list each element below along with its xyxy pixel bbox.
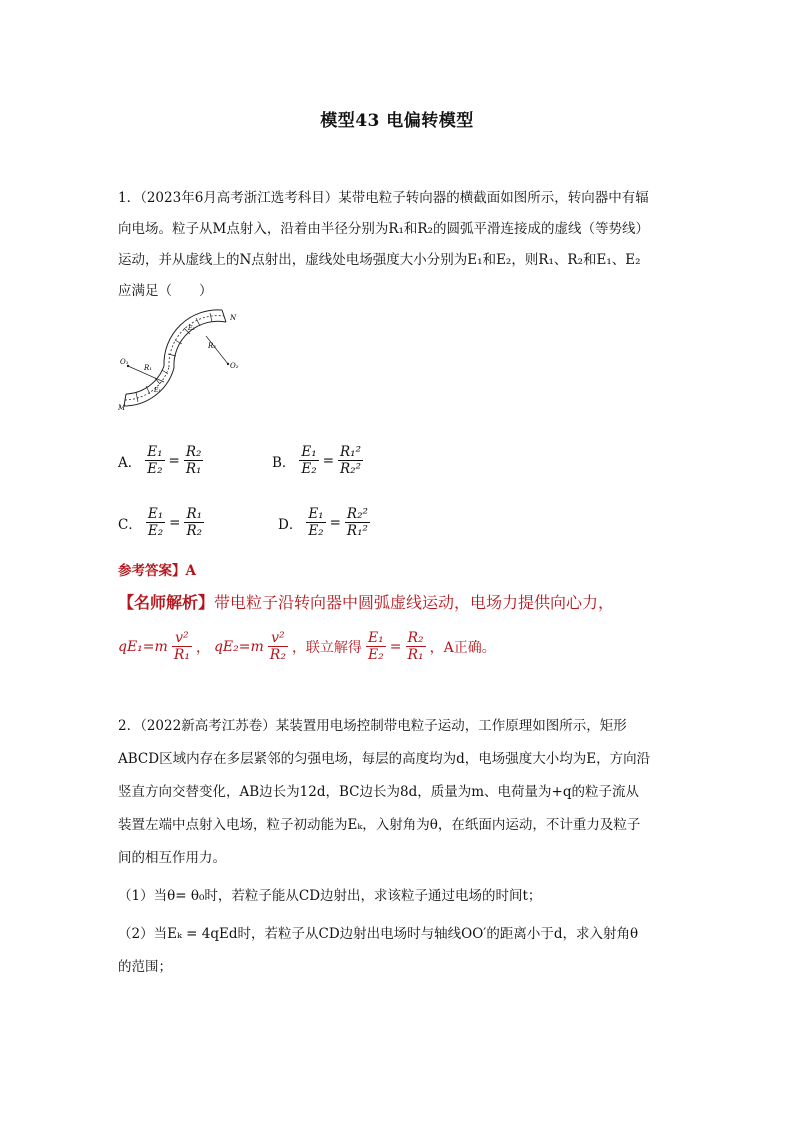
label-e1: E₁ (154, 387, 161, 394)
option-a[interactable]: A． $\frac{\text{E₁}}{\text{E₂}}$ = $\frac{\text{R₂}}{\text{R₁}}$ (118, 444, 202, 477)
analysis-line: 【名师解析】带电粒子沿转向器中圆弧虚线运动，电场力提供向心力， (118, 593, 615, 612)
option-d[interactable]: D． $\frac{\text{E₁}}{\text{E₂}}$ = $\frac{\text{R₂²}}{\text{R₁²}}$ (278, 506, 368, 539)
label-o1: O₁ (120, 358, 129, 366)
page-title: 模型43 电偏转模型 (320, 111, 474, 131)
q2-line-5: 间的相互作用力。 (118, 850, 226, 866)
label-n: N (230, 314, 237, 322)
label-r1: R₁ (144, 364, 153, 372)
q1-line-1: 1．（2023年6月高考浙江选考科目）某带电粒子转向器的横截面如图所示，转向器中有辐 (118, 190, 649, 206)
label-o2: O₂ (230, 362, 239, 370)
label-e2: E₂ (188, 325, 195, 332)
q2-subquestion-2a: （2）当Eₖ = 4qEd时，若粒子从CD边射出电场时与轴线OO′的距离小于d，求入射角θ (118, 926, 639, 942)
q1-line-4: 应满足（ ） (118, 283, 213, 299)
q2-line-3: 竖直方向交替变化，AB边长为12d，BC边长为8d，质量为m、电荷量为+q的粒子流从 (118, 784, 639, 800)
q2-line-4: 装置左端中点射入电场，粒子初动能为Eₖ，入射角为θ，在纸面内运动，不计重力及粒子 (118, 817, 641, 833)
deflector-figure (118, 306, 246, 418)
option-c[interactable]: C． $\frac{\text{E₁}}{\text{E₂}}$ = $\frac{\text{R₁}}{\text{R₂}}$ (118, 506, 203, 539)
label-r2: R₂ (208, 342, 217, 350)
q2-subquestion-1: （1）当θ= θ₀时，若粒子能从CD边射出，求该粒子通过电场的时间t； (118, 888, 542, 904)
q2-line-1: 2．（2022新高考江苏卷）某装置用电场控制带电粒子运动，工作原理如图所示，矩形 (118, 718, 627, 734)
q1-line-2: 向电场。粒子从M点射入，沿着由半径分别为R₁和R₂的圆弧平滑连接成的虚线（等势线） (118, 221, 649, 237)
answer-label: 参考答案】A (118, 563, 196, 579)
label-m: M (118, 404, 126, 412)
q2-subquestion-2b: 的范围； (118, 959, 172, 975)
q2-line-2: ABCD区域内存在多层紧邻的匀强电场，每层的高度均为d，电场强度大小均为E，方向沿 (118, 751, 651, 767)
option-b[interactable]: B． $\frac{\text{E₁}}{\text{E₂}}$ = $\frac{\text{R₁²}}{\text{R₂²}}$ (272, 444, 362, 477)
q1-line-3: 运动，并从虚线上的N点射出，虚线处电场强度大小分别为E₁和E₂，则R₁、R₂和E₁、E₂ (118, 252, 641, 268)
analysis-equations: qE₁=m $\frac{\text{v²}}{\text{R₁}}$ ， qE₂=m $\frac{\text{v²}}{\text{R₂}}$ ，联立解得 $\frac{\text{E₁}}{\text{E₂}}$ = $\frac{\text{R₂}}{\text{R₁}}$ ，A正确。 (118, 630, 496, 663)
